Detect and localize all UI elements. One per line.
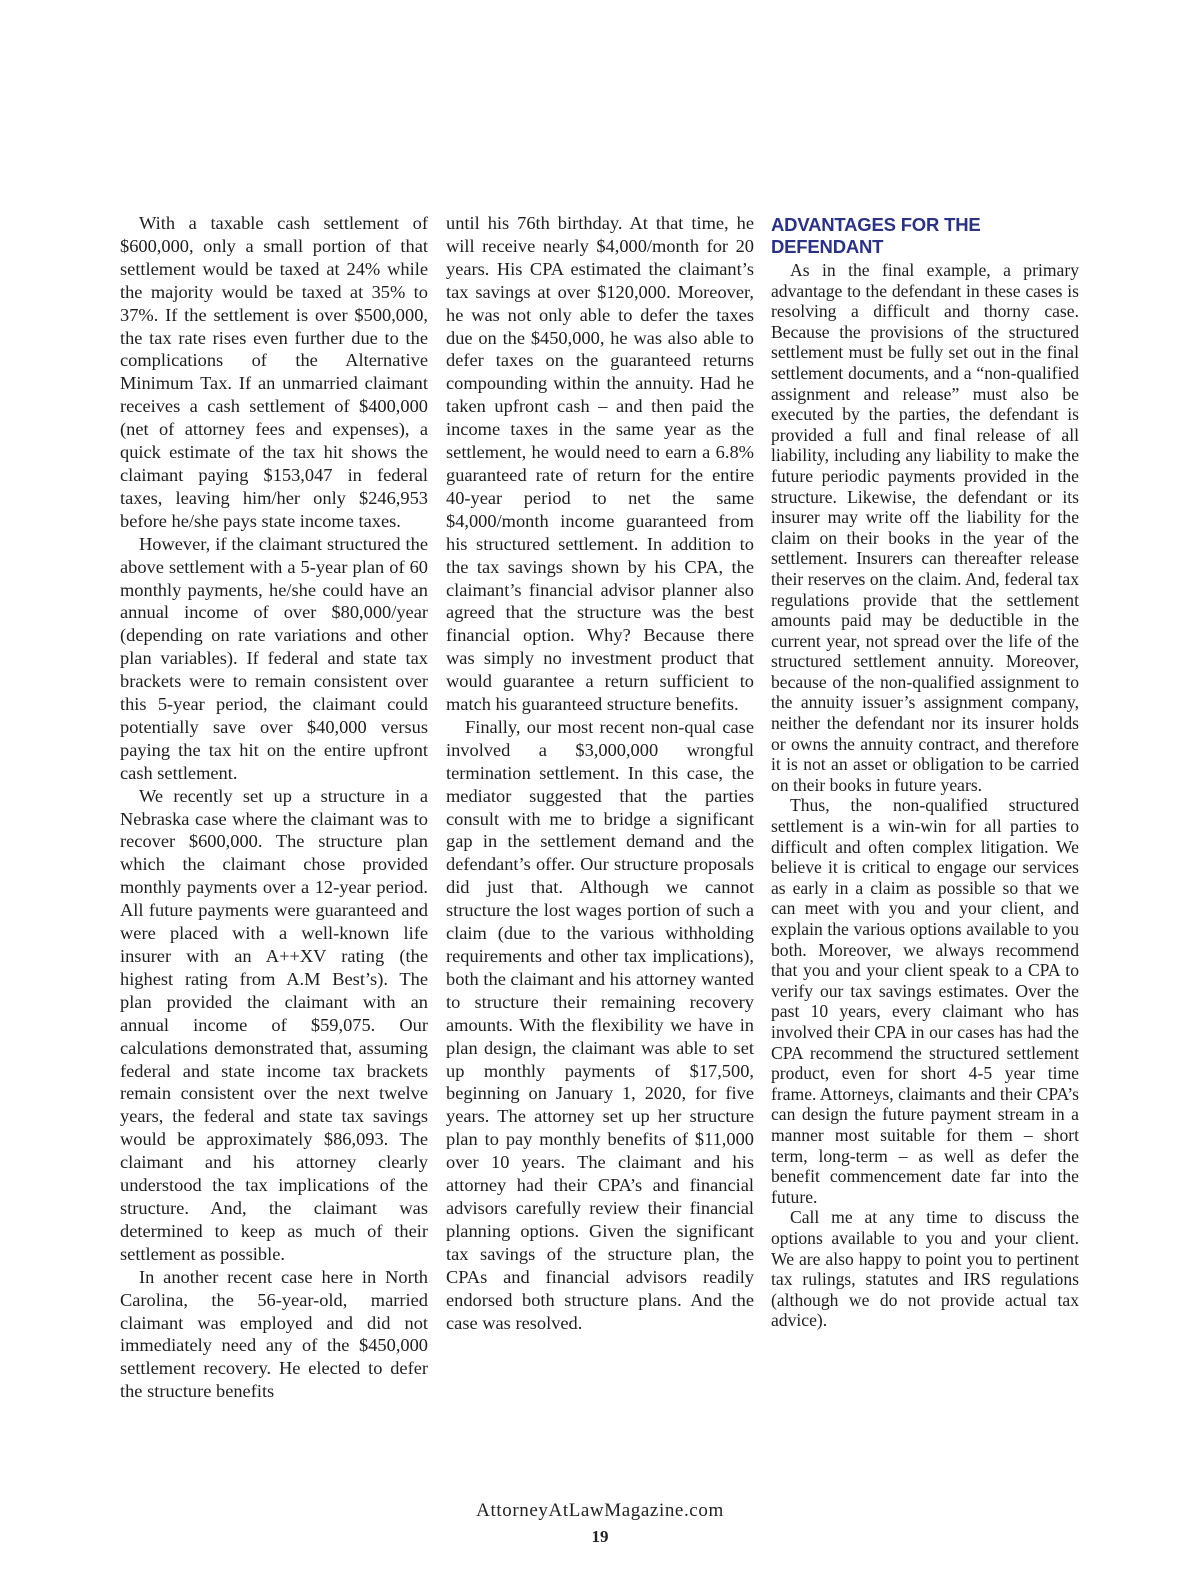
paragraph: However, if the claimant structured the above settlement with a 5-year plan of 60 monthly payments, he/she could have an annual income of over $80,000/year (depending on rate variations and other plan variables). If federal and state tax brackets were to remain consistent over this 5-year period, the claimant could potentially save over $40,000 versus paying the tax hit on the entire upfront cash settlement. [120,533,428,783]
paragraph: We recently set up a structure in a Nebraska case where the claimant was to recover $600,000. The structure plan which the claimant chose provided monthly payments over a 12-year period. All future payments were guaranteed and were placed with a well-known life insurer with an A++XV rating (the highest rating from A.M Best’s). The plan provided the claimant with an annual income of $59,075. Our calculations demonstrated that, assuming federal and state income tax brackets remain consistent over the next twelve years, the federal and state tax savings would be approximately $86,093. The claimant and his attorney clearly understood the tax implications of the structure. And, the claimant was determined to keep as much of their settlement as possible. [120,785,428,1264]
article-column-3 [771,212,1079,1331]
footer-website: AttorneyAtLawMagazine.com [476,1500,724,1521]
paragraph: until his 76th birthday. At that time, he will receive nearly $4,000/month for 20 years. His CPA estimated the claimant’s tax savings at over $120,000. Moreover, he was not only able to defer the taxes due on the $450,000, he was also able to defer taxes on the guaranteed returns compounding within the annuity. Had he taken upfront cash – and then paid the income taxes in the same year as the settlement, he would need to earn a 6.8% guaranteed rate of return for the entire 40-year period to net the same $4,000/month income guaranteed from his structured settlement. In addition to the tax savings shown by his CPA, the claimant’s financial advisor planner also agreed that the structure was the best financial option. Why? Because there was simply no investment product that would guarantee a return sufficient to match his guaranteed structure benefits. [446,213,754,715]
paragraph: As in the final example, a primary advantage to the defendant in these cases is resolving a difficult and thorny case. Because the provisions of the structured settlement must be fully set out in the final settlement documents, and a “non-qualified assignment and release” must also be executed by the parties, the defendant is provided a full and final release of all liability, including any liability to make the future periodic payments provided in the structure. Likewise, the defendant or its insurer may write off the liability for the claim on their books in the year of the settlement. Insurers can thereafter release their reserves on the claim. And, federal tax regulations provide that the settlement amounts paid may be deductible in the current year, not spread over the life of the structured settlement annuity. Moreover, because of the non-qualified assignment to the annuity issuer’s assignment company, neither the defendant nor its insurer holds or owns the annuity contract, and therefore it is not an asset or obligation to be carried on their books in future years. [771,260,1079,795]
paragraph: Call me at any time to discuss the options available to you and your client. We are also happy to point you to pertinent tax rulings, statutes and IRS regulations (although we do not provide actual tax advice). [771,1207,1079,1331]
article-column-2 [446,212,754,1334]
paragraph: Finally, our most recent non-qual case involved a $3,000,000 wrongful termination settlement. In this case, the mediator suggested that the parties consult with me to bridge a significant gap in the settlement demand and the defendant’s offer. Our structure proposals did just that. Although we cannot structure the lost wages portion of such a claim (due to the various withholding requirements and other tax implications), both the claimant and his attorney wanted to structure their remaining recovery amounts. With the flexibility we have in plan design, the claimant was able to set up monthly payments of $17,500, beginning on January 1, 2020, for five years. The attorney set up her structure plan to pay monthly benefits of $11,000 over 10 years. The claimant and his attorney had their CPA’s and financial advisors carefully review their financial planning options. Given the significant tax savings of the structure plan, the CPAs and financial advisors readily endorsed both structure plans. And the case was resolved. [446,716,754,1333]
page-number: 19 [591,1527,609,1546]
article-column-1 [120,212,428,1403]
paragraph: With a taxable cash settlement of $600,000, only a small portion of that settlement would be taxed at 24% while the majority would be taxed at 35% to 37%. If the settlement is over $500,000, the tax rate rises even further due to the complications of the Alternative Minimum Tax. If an unmarried claimant receives a cash settlement of $400,000 (net of attorney fees and expenses), a quick estimate of the tax hit shows the claimant paying $153,047 in federal taxes, leaving him/her only $246,953 before he/she pays state income taxes. [120,213,428,531]
paragraph: Thus, the non-qualified structured settlement is a win-win for all parties to difficult and often complex litigation. We believe it is critical to engage our services as early in a claim as possible so that we can meet with you and your client, and explain the various options available to you both. Moreover, we always recommend that you and your client speak to a CPA to verify our tax savings estimates. Over the past 10 years, every claimant who has involved their CPA in our cases has had the CPA recommend the structured settlement product, even for short 4-5 year time frame. Attorneys, claimants and their CPA’s can design the future payment stream in a manner most suitable for them – short term, long-term – as well as defer the benefit commencement date far into the future. [771,795,1079,1207]
paragraph: In another recent case here in North Carolina, the 56-year-old, married claimant was employed and did not immediately need any of the $450,000 settlement recovery. He elected to defer the structure benefits [120,1266,428,1402]
section-heading: ADVANTAGES FOR THE DEFENDANT [771,214,981,257]
